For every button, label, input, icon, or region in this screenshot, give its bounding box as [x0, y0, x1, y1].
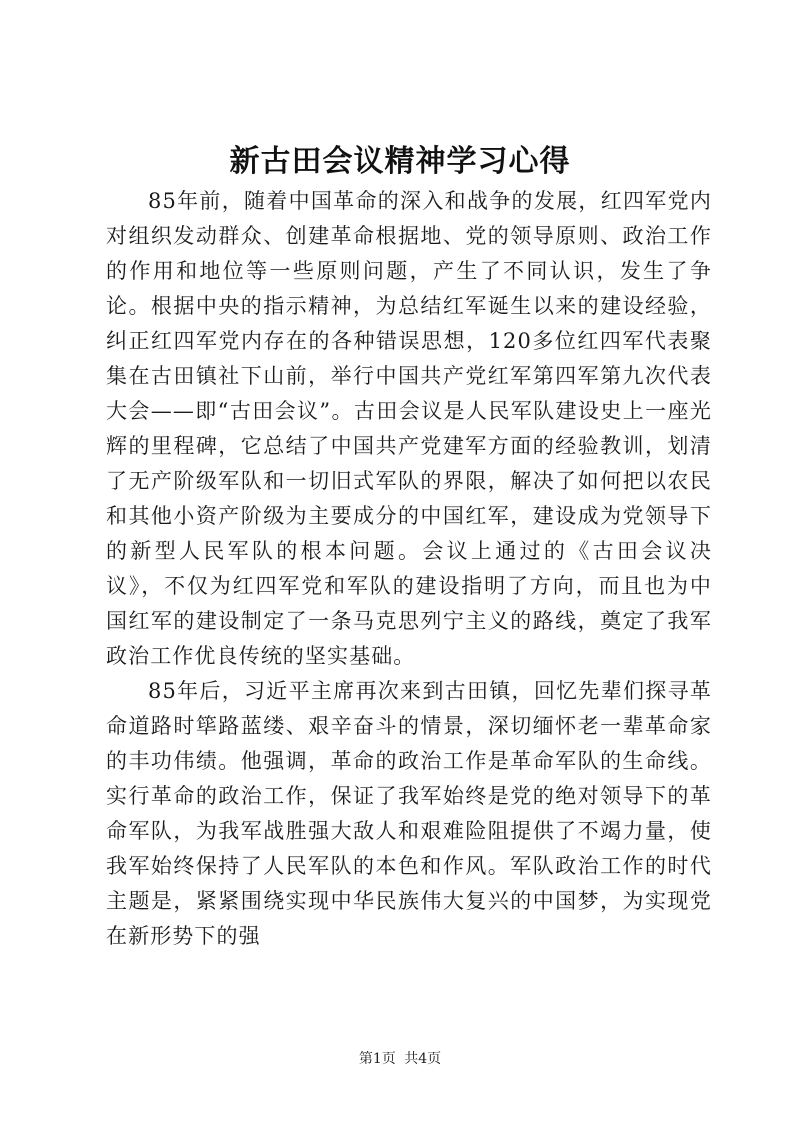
page-total: 共4页 [404, 1051, 442, 1067]
paragraph-1: 85年前，随着中国革命的深入和战争的发展，红四军党内对组织发动群众、创建革命根据地、党的领导原则、政治工作的作用和地位等一些原则问题，产生了不同认识，发生了争论。根据中央的指示精神，为总结红军诞生以来的建设经验，纠正红四军党内存在的各种错误思想，120多位红四军代表聚集在古田镇社下山前，举行中国共产党红军第四军第九次代表大会——即“古田会议”。古田会议是人民军队建设史上一座光辉的里程碑，它总结了中国共产党建军方面的经验教训，划清了无产阶级军队和一切旧式军队的界限，解决了如何把以农民和其他小资产阶级为主要成分的中国红军，建设成为党领导下的新型人民军队的根本问题。会议上通过的《古田会议决议》，不仅为红四军党和军队的建设指明了方向，而且也为中国红军的建设制定了一条马克思列宁主义的路线，奠定了我军政治工作优良传统的坚实基础。 [106, 189, 712, 668]
page-footer [0, 1049, 800, 1069]
document-body [106, 184, 712, 954]
page-number: 第1页 [358, 1051, 396, 1067]
document-title: 新古田会议精神学习心得 [229, 144, 571, 179]
paragraph-2: 85年后，习近平主席再次来到古田镇，回忆先辈们探寻革命道路时筚路蓝缕、艰辛奋斗的情景，深切缅怀老一辈革命家的丰功伟绩。他强调，革命的政治工作是革命军队的生命线。实行革命的政治工作，保证了我军始终是党的绝对领导下的革命军队，为我军战胜强大敌人和艰难险阻提供了不竭力量，使我军始终保持了人民军队的本色和作风。军队政治工作的时代主题是，紧紧围绕实现中华民族伟大复兴的中国梦，为实现党在新形势下的强 [106, 679, 712, 948]
